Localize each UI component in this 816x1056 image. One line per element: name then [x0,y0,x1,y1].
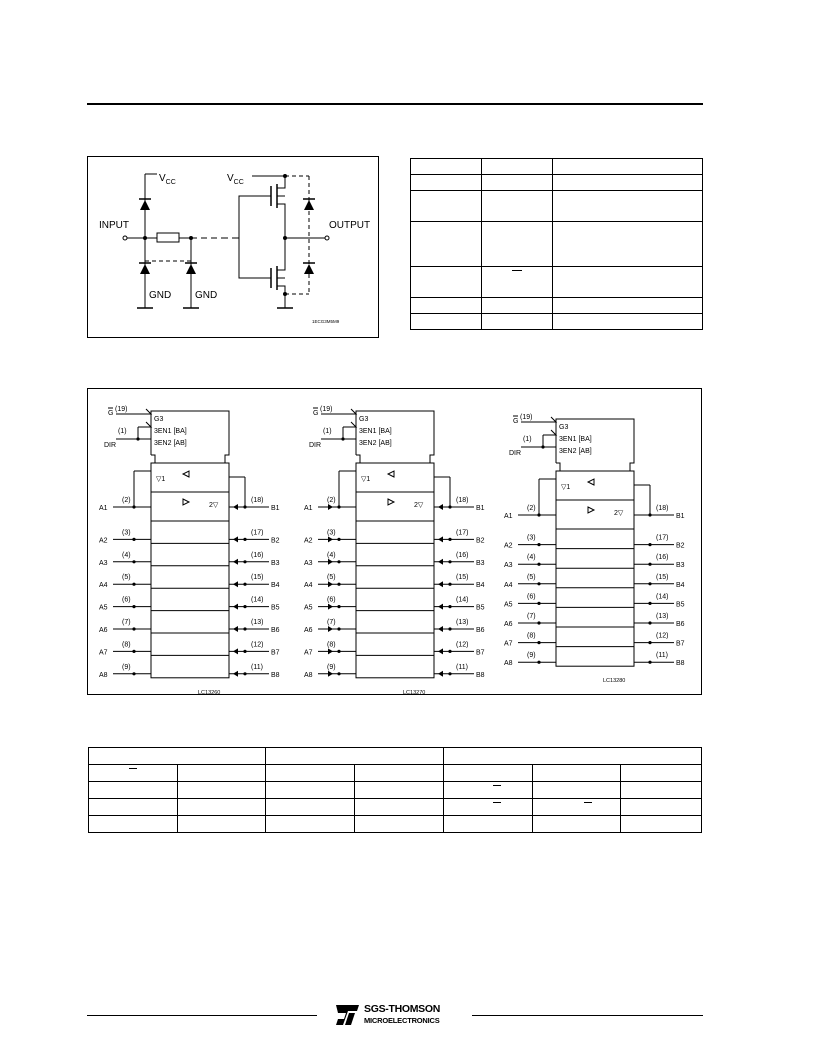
a-pin-label: A8 [99,671,108,679]
st-logo [328,1001,466,1031]
b-node [648,661,651,664]
a-node [337,583,340,586]
a-node [132,650,135,653]
vcc-left-label: $V_{CC}$ [159,173,176,186]
overbar-mark [512,270,522,271]
enable-1-mark: ▽1 [561,484,571,491]
a-pin-number: (9) [527,652,536,660]
diagram-ref: LC13260 [198,689,221,694]
a-pin-label: A1 [304,505,313,512]
b-pin-label: B6 [676,621,685,628]
a-arrow [328,559,333,565]
b-arrow [438,648,443,654]
g3-label: G3 [359,416,369,423]
b-arrow [438,536,443,542]
a-node [337,560,340,563]
b-arrow [233,604,238,610]
a-node [537,602,540,605]
b-node [243,672,246,675]
data-block [151,463,229,678]
b-node [448,605,451,608]
b-node [448,560,451,563]
overbar-mark [129,768,137,769]
b-pin-number: (16) [456,551,469,559]
b-pin-number: (12) [251,641,264,649]
a-pin-number: (3) [122,529,131,537]
b-pin-number: (13) [456,619,469,626]
b-pin-number: (17) [251,529,264,537]
overbar-mark [493,802,501,803]
b-pin-label: B7 [271,649,280,657]
data-block [356,463,434,678]
b-pin-number: (12) [456,641,469,649]
b-pin-number: (17) [456,529,469,537]
b-pin-number: (13) [656,613,669,620]
a-arrow [328,536,333,542]
a-pin-number: (7) [327,619,336,626]
b-node [448,627,451,630]
a-pin-label: A1 [99,505,108,512]
a-pin-label: A4 [304,582,313,590]
a-pin-number: (2) [327,497,336,504]
buffer-ab-mark [183,499,189,505]
g-pin: (19) [520,414,533,421]
b-arrow [233,504,238,510]
b-pin-label: B5 [676,601,685,609]
dir-input-label: DIR [309,442,322,449]
b-node [243,605,246,608]
b-pin-label: B2 [476,537,485,545]
enable-1-mark: ▽1 [156,476,166,483]
b-arrow [233,581,238,587]
a-node [132,583,135,586]
enable-2-mark: 2▽ [209,502,219,509]
b-pin-label: B2 [676,542,685,550]
b-arrow [438,581,443,587]
a-node [132,538,135,541]
b-pin-label: B4 [476,582,485,590]
b-pin-number: (17) [656,534,669,542]
b-arrow [233,671,238,677]
diagram-ref: LC13280 [603,678,626,685]
g-active-low [351,409,356,414]
footer-rule-left [87,1015,317,1016]
buffer-ba-mark [588,479,594,485]
a-pin-label: A7 [504,640,513,648]
a-node [337,605,340,608]
b-node [448,583,451,586]
a-pin-label: A6 [99,627,108,634]
enable-2-mark: 2▽ [414,502,424,509]
en2-label: 3EN2 [AB] [154,440,187,447]
b-pin-label: B3 [271,559,280,567]
a-node [132,672,135,675]
b-pin-number: (15) [456,574,469,582]
a-pin-number: (2) [122,497,131,504]
b-pin-label: B3 [476,559,485,567]
a-arrow [328,626,333,632]
a-node [537,563,540,566]
a-node [537,641,540,644]
b-pin-number: (11) [456,663,468,671]
b-pin-label: B7 [676,640,685,648]
b-pin-number: (13) [251,619,264,626]
a-pin-number: (8) [327,641,336,649]
b-pin-label: B6 [271,627,280,634]
a-pin-label: A2 [304,537,313,545]
b-pin-number: (12) [656,632,669,640]
a-arrow [328,604,333,610]
a-pin-number: (5) [527,573,536,581]
b-node [243,627,246,630]
buffer-ab-mark [588,507,594,513]
dir-node [136,437,139,440]
a-node [537,661,540,664]
b-pin-number: (14) [456,596,469,604]
a-pin-number: (4) [122,551,131,559]
a-arrow [328,671,333,677]
b-node [243,650,246,653]
a-arrow [328,648,333,654]
b-node [648,563,651,566]
en2-label: 3EN2 [AB] [359,440,392,447]
b-pin-label: B4 [271,582,280,590]
a-pin-number: (6) [527,593,536,601]
b-pin-label: B8 [676,660,685,668]
b-node [648,621,651,624]
b-arrow [233,648,238,654]
dir-node [541,445,544,448]
b-pin-number: (11) [251,663,263,671]
b-arrow [438,626,443,632]
a-pin-label: A8 [504,660,513,668]
a-node [132,605,135,608]
b-node [648,641,651,644]
b-node [448,538,451,541]
input-label: INPUT [99,220,129,231]
dir-node [341,437,344,440]
dir-inverter [351,422,356,427]
a-pin-number: (4) [527,554,536,562]
overbar-mark [584,802,592,803]
a-pin-number: (2) [527,505,536,512]
a-node [337,650,340,653]
buffer-ab-mark [388,499,394,505]
a-pin-number: (9) [122,663,131,671]
buffer-ba-mark [388,471,394,477]
enable-1-mark: ▽1 [361,476,371,483]
a-node [537,621,540,624]
a-pin-label: A3 [304,559,313,567]
b-pin-label: B2 [271,537,280,545]
b-pin-label: B6 [476,627,485,634]
circuit-ref: 1ECG3M5M9 [312,319,340,324]
header-rule [87,103,703,105]
a-pin-label: A5 [504,601,513,609]
dir-inverter [551,430,556,435]
overbar-mark [493,785,501,786]
b-arrow [233,626,238,632]
b-node [648,543,651,546]
st-logo-icon [330,1003,360,1027]
b-pin-number: (18) [251,497,264,504]
logic-diagrams [88,389,701,694]
b-node [648,602,651,605]
a-pin-label: A3 [99,559,108,567]
b-arrow [233,559,238,565]
a-pin-number: (4) [327,551,336,559]
output-label: OUTPUT [329,220,371,231]
b-node [243,538,246,541]
a-pin-label: A5 [304,604,313,612]
b-pin-label: B5 [476,604,485,612]
en1-label: 3EN1 [BA] [154,428,187,435]
a-pin-label: A2 [99,537,108,545]
gnd-label-1: GND [149,290,172,301]
a-pin-number: (7) [527,613,536,620]
brand-subtitle: MICROELECTRONICS [364,1016,440,1025]
a-pin-number: (3) [327,529,336,537]
b-pin-number: (18) [656,505,669,512]
b-pin-label: B5 [271,604,280,612]
a-pin-number: (5) [122,574,131,582]
pin-description-table [410,158,703,330]
a-pin-label: A1 [504,513,513,520]
b-pin-number: (18) [456,497,469,504]
buffer-ba-mark [183,471,189,477]
dir-pin: (1) [323,428,332,435]
enable-2-mark: 2▽ [614,510,624,517]
dir-pin: (1) [118,428,127,435]
b-pin-label: B1 [476,505,485,512]
a-pin-number: (8) [122,641,131,649]
a-pin-number: (3) [527,534,536,542]
g-active-low [146,409,151,414]
a-pin-label: A4 [504,581,513,589]
brand-name: SGS-THOMSON [364,1003,441,1015]
a-node [132,627,135,630]
b-pin-number: (11) [656,652,668,660]
b-arrow [438,671,443,677]
a-pin-label: A6 [304,627,313,634]
a-pin-number: (9) [327,663,336,671]
a-pin-label: A8 [304,671,313,679]
g-pin: (19) [115,406,128,413]
en1-label: 3EN1 [BA] [559,436,592,443]
dir-inverter [146,422,151,427]
g3-label: G3 [154,416,164,423]
vcc-right-label: $V_{CC}$ [227,173,244,186]
a-node [537,543,540,546]
b-pin-number: (15) [251,574,264,582]
dir-pin: (1) [523,436,532,443]
a-node [132,560,135,563]
a-pin-label: A4 [99,582,108,590]
a-pin-number: (5) [327,574,336,582]
b-node [243,560,246,563]
equivalent-circuit [87,156,379,338]
b-pin-label: B8 [476,671,485,679]
a-pin-label: A3 [504,562,513,570]
gnd-label-2: GND [195,290,218,301]
b-pin-label: B7 [476,649,485,657]
b-pin-number: (14) [251,596,264,604]
a-pin-label: A7 [304,649,313,657]
b-pin-label: B1 [676,513,685,520]
b-arrow [438,604,443,610]
diagram-ref: LC13270 [403,689,426,694]
g3-label: G3 [559,424,569,431]
b-node [448,672,451,675]
a-node [537,582,540,585]
a-pin-number: (8) [527,632,536,640]
g-input-label: G [513,418,519,425]
en1-label: 3EN1 [BA] [359,428,392,435]
a-node [337,627,340,630]
a-pin-number: (6) [122,596,131,604]
b-pin-label: B4 [676,581,685,589]
a-pin-label: A5 [99,604,108,612]
b-node [448,650,451,653]
b-pin-number: (16) [656,554,669,562]
a-pin-number: (7) [122,619,131,626]
b-arrow [438,559,443,565]
en2-label: 3EN2 [AB] [559,448,592,455]
b-pin-label: B1 [271,505,280,512]
truth-table [88,747,702,833]
a-pin-label: A2 [504,542,513,550]
g-pin: (19) [320,406,333,413]
a-pin-label: A7 [99,649,108,657]
b-pin-number: (16) [251,551,264,559]
b-arrow [438,504,443,510]
a-node [337,672,340,675]
footer-rule-right [472,1015,703,1016]
b-node [648,582,651,585]
a-arrow [328,504,333,510]
b-pin-number: (14) [656,593,669,601]
a-arrow [328,581,333,587]
a-pin-label: A6 [504,621,513,628]
b-node [243,583,246,586]
a-pin-number: (6) [327,596,336,604]
g-input-label: G [108,410,114,417]
b-pin-label: B8 [271,671,280,679]
a-node [337,538,340,541]
g-input-label: G [313,410,319,417]
dir-input-label: DIR [509,450,522,457]
g-active-low [551,417,556,422]
b-pin-label: B3 [676,562,685,570]
dir-input-label: DIR [104,442,117,449]
b-pin-number: (15) [656,573,669,581]
b-arrow [233,536,238,542]
